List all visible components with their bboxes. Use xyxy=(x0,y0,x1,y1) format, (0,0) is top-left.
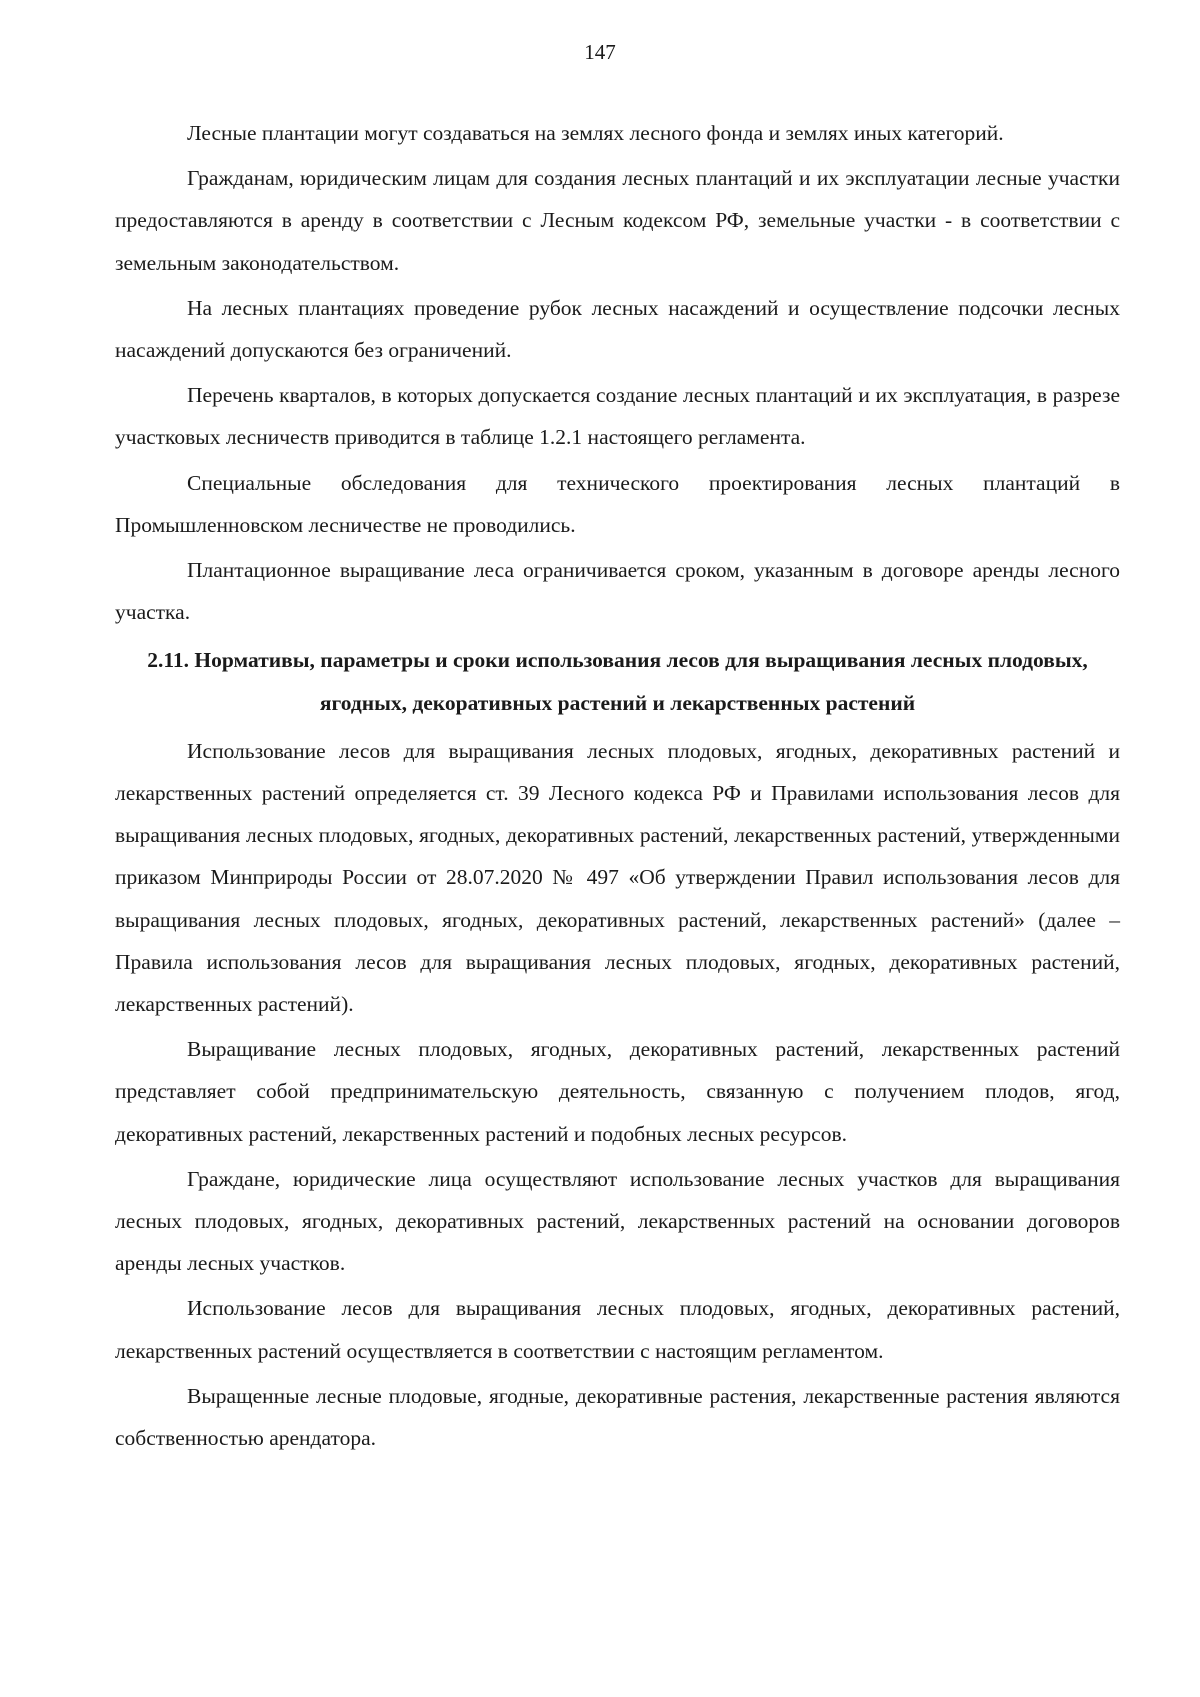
paragraph: Плантационное выращивание леса ограничивается сроком, указанным в договоре аренды лесного участка. xyxy=(115,558,1120,625)
paragraph: Использование лесов для выращивания лесных плодовых, ягодных, декоративных растений, лекарственных растений осуществляется в соответствии с настоящим регламентом. xyxy=(115,1296,1120,1363)
paragraph: На лесных плантациях проведение рубок лесных насаждений и осуществление подсочки лесных насаждений допускаются без ограничений. xyxy=(115,295,1120,363)
paragraph: Граждане, юридические лица осуществляют использование лесных участков для выращивания лесных плодовых, ягодных, декоративных растений, лекарственных растений на основании договоров аренды лесных участков. xyxy=(115,1166,1120,1276)
paragraph: Перечень кварталов, в которых допускается создание лесных плантаций и их эксплуатация, в разрезе участковых лесничеств приводится в таблице 1.2.1 настоящего регламента. xyxy=(115,383,1120,450)
page-content xyxy=(115,112,1120,1462)
paragraph: Использование лесов для выращивания лесных плодовых, ягодных, декоративных растений и лекарственных растений определяется ст. 39 Лесного кодекса РФ и Правилами использования лесов для выращивания лесных плодовых, ягодных, декоративных растений, лекарственных растений, утвержденными приказом Минприроды России от 28.07.2020 № 497 «Об утверждении Правил использования лесов для выращивания лесных плодовых, ягодных, декоративных растений, лекарственных растений» (далее – Правила использования лесов для выращивания лесных плодовых, ягодных, декоративных растений, лекарственных растений). xyxy=(115,738,1120,1017)
paragraph: Выращенные лесные плодовые, ягодные, декоративные растения, лекарственные растения являются собственностью арендатора. xyxy=(115,1383,1120,1451)
section-heading: 2.11. Нормативы, параметры и сроки использования лесов для выращивания лесных плодовых, ягодных, декоративных растений и лекарственных растений xyxy=(147,648,1088,715)
paragraph: Гражданам, юридическим лицам для создания лесных плантаций и их эксплуатации лесные участки предоставляются в аренду в соответствии с Лесным кодексом РФ, земельные участки - в соответствии с земельным законодательством. xyxy=(115,166,1120,275)
paragraph: Специальные обследования для технического проектирования лесных плантаций в Промышленновском лесничестве не проводились. xyxy=(115,470,1120,537)
page-number: 147 xyxy=(584,40,616,64)
paragraph: Лесные плантации могут создаваться на землях лесного фонда и землях иных категорий. xyxy=(187,121,1004,145)
paragraph: Выращивание лесных плодовых, ягодных, декоративных растений, лекарственных растений представляет собой предпринимательскую деятельность, связанную с получением плодов, ягод, декоративных растений, лекарственных растений и подобных лесных ресурсов. xyxy=(115,1037,1120,1146)
